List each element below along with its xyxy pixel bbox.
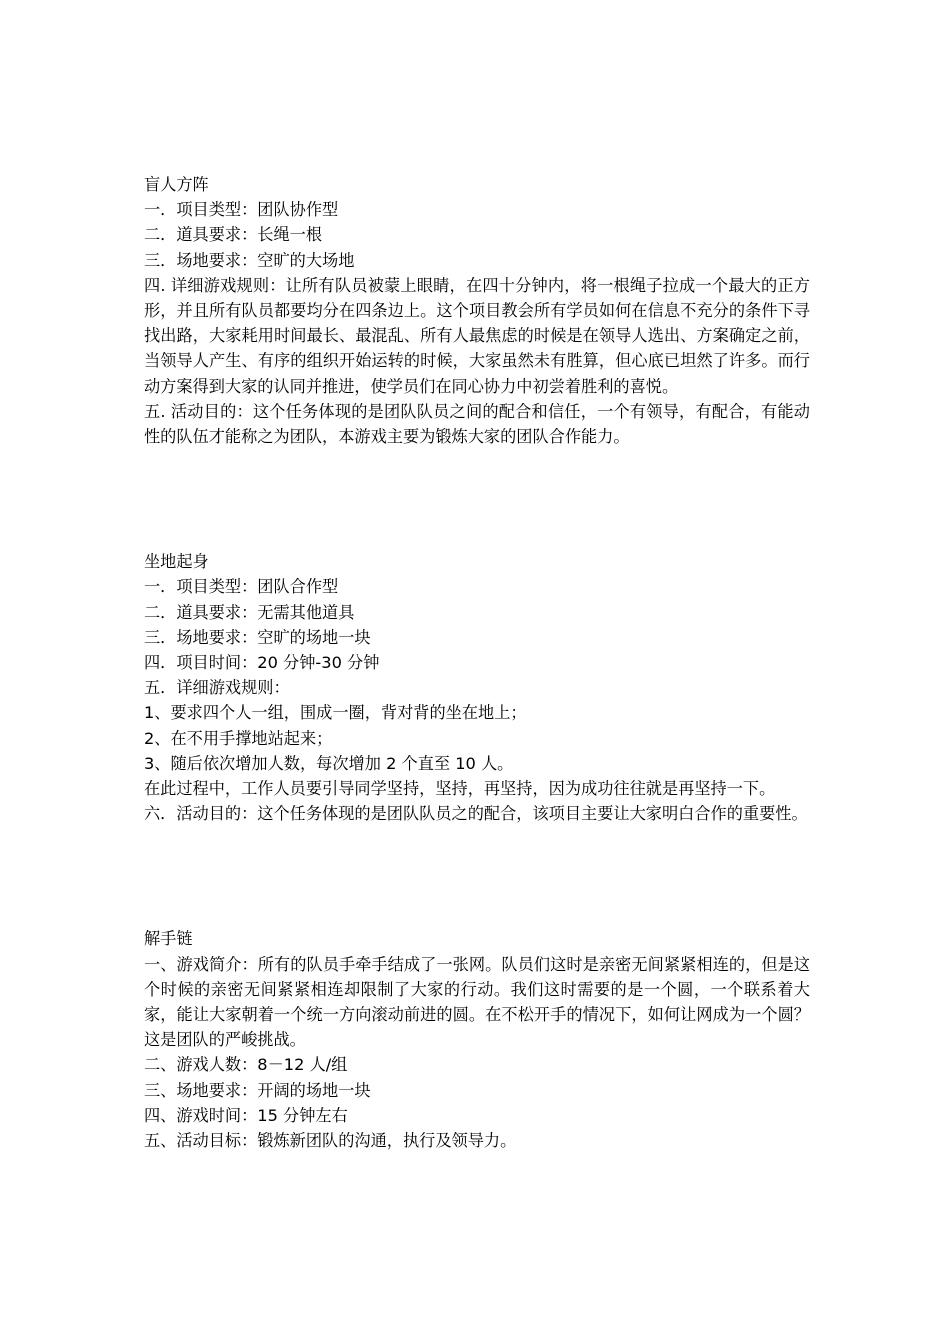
item-rule-step: 3、随后依次增加人数，每次增加 2 个直至 10 人。 — [144, 753, 514, 773]
item-venue: 三．场地要求：空旷的场地一块 — [144, 627, 371, 647]
item-props: 二．道具要求：无需其他道具 — [144, 602, 355, 622]
section-title: 坐地起身 — [144, 552, 209, 572]
item-duration: 四、游戏时间：15 分钟左右 — [144, 1105, 348, 1125]
item-props: 二．道具要求：长绳一根 — [144, 225, 323, 245]
document-body — [144, 172, 810, 1153]
item-project-type: 一．项目类型：团队合作型 — [144, 577, 339, 597]
item-intro: 一、游戏简介：所有的队员手牵手结成了一张网。队员们这时是亲密无间紧紧相连的，但是这个时候的亲密无间紧紧相连却限制了大家的行动。我们这时需要的是一个圆，一个联系着大家，能让大家朝着一个统一方向滚动前进的圆。在不松开手的情况下，如何让网成为一个圆？这是团队的严峻挑战。 — [144, 954, 810, 1050]
section-title: 解手链 — [144, 929, 193, 949]
item-duration: 四．项目时间：20 分钟-30 分钟 — [144, 653, 380, 673]
item-venue: 三、场地要求：开阔的场地一块 — [144, 1080, 371, 1100]
item-project-type: 一．项目类型：团队协作型 — [144, 200, 339, 220]
item-purpose: 五. 活动目的：这个任务体现的是团队队员之间的配合和信任，一个有领导，有配合，有能动性的队伍才能称之为团队，本游戏主要为锻炼大家的团队合作能力。 — [144, 401, 810, 447]
section-title: 盲人方阵 — [144, 175, 209, 194]
item-venue: 三．场地要求：空旷的大场地 — [144, 250, 355, 270]
item-goal: 五、活动目标：锻炼新团队的沟通，执行及领导力。 — [144, 1131, 517, 1151]
item-note: 在此过程中，工作人员要引导同学坚持，坚持，再坚持，因为成功往往就是再坚持一下。 — [144, 779, 776, 799]
item-rule-step: 1、要求四个人一组，围成一圈，背对背的坐在地上； — [144, 703, 527, 723]
item-rule-step: 2、在不用手撑地站起来； — [144, 728, 333, 748]
item-rules: 四. 详细游戏规则：让所有队员被蒙上眼睛，在四十分钟内，将一根绳子拉成一个最大的正方形，并且所有队员都要均分在四条边上。这个项目教会所有学员如何在信息不充分的条件下寻找出路，大家耗用时间最长、最混乱、所有人最焦虑的时候是在领导人选出、方案确定之前，当领导人产生、有序的组织开始运转的时候，大家虽然未有胜算，但心底已坦然了许多。而行动方案得到大家的认同并推进，使学员们在同心协力中初尝着胜利的喜悦。 — [144, 275, 810, 396]
section-sit-stand — [144, 549, 810, 826]
section-blind-square — [144, 172, 810, 449]
item-purpose: 六．活动目的：这个任务体现的是团队队员之的配合，该项目主要让大家明白合作的重要性。 — [144, 804, 808, 824]
section-hand-chain — [144, 926, 810, 1153]
item-rules-heading: 五．详细游戏规则： — [144, 678, 290, 698]
item-players: 二、游戏人数：8－12 人/组 — [144, 1055, 348, 1075]
